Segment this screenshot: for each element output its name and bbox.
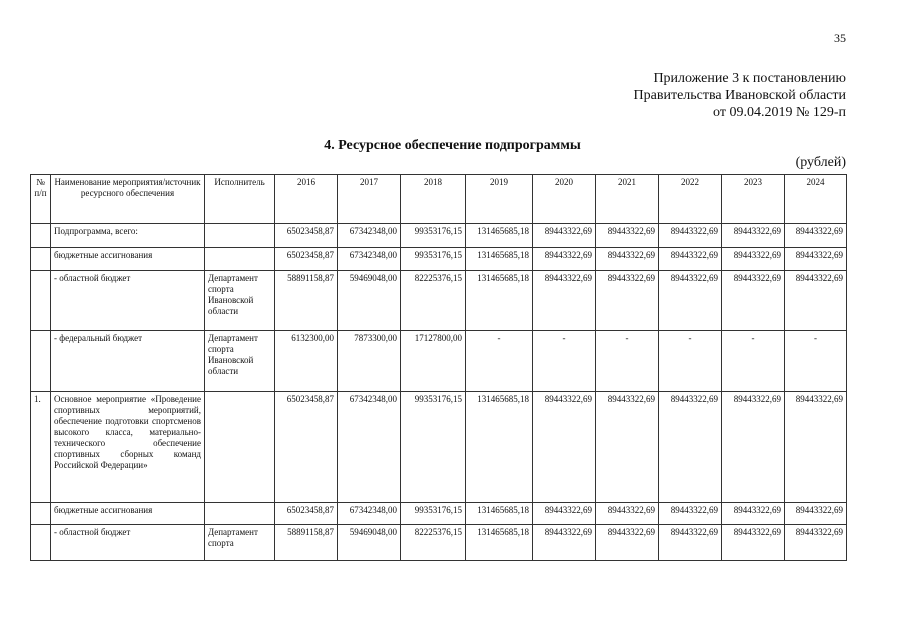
row-value: 89443322,69	[596, 224, 659, 248]
appendix-line-2: Правительства Ивановской области	[633, 88, 846, 103]
row-executor	[205, 248, 275, 271]
row-value: 59469048,00	[338, 271, 401, 331]
row-value: 58891158,87	[275, 271, 338, 331]
row-value: 89443322,69	[785, 271, 847, 331]
row-value: 131465685,18	[466, 525, 533, 561]
row-value: 67342348,00	[338, 224, 401, 248]
row-value: 17127800,00	[401, 331, 466, 392]
table-row	[31, 392, 847, 503]
row-executor: Департамент спорта	[205, 525, 275, 561]
row-executor	[205, 224, 275, 248]
appendix-line-1: Приложение 3 к постановлению	[653, 71, 846, 86]
row-value: 131465685,18	[466, 503, 533, 525]
row-executor	[205, 392, 275, 503]
row-name: Основное мероприятие «Проведение спортивных мероприятий, обеспечение подготовки спортсменов высокого класса, материально-технического обеспечение спортивных сборных команд Российской Федерации»	[51, 392, 205, 503]
row-no	[31, 248, 51, 271]
header-year: 2019	[466, 175, 533, 224]
row-value: 65023458,87	[275, 392, 338, 503]
row-value: 99353176,15	[401, 224, 466, 248]
row-value: 67342348,00	[338, 248, 401, 271]
row-value: 89443322,69	[785, 503, 847, 525]
row-no	[31, 271, 51, 331]
header-year: 2022	[659, 175, 722, 224]
header-no: № п/п	[31, 175, 51, 224]
row-value: 89443322,69	[596, 271, 659, 331]
header-year: 2018	[401, 175, 466, 224]
row-value: 89443322,69	[659, 248, 722, 271]
row-value: 89443322,69	[785, 525, 847, 561]
row-value: 65023458,87	[275, 248, 338, 271]
row-no	[31, 224, 51, 248]
row-value: 89443322,69	[785, 392, 847, 503]
row-value: -	[533, 331, 596, 392]
row-executor: Департамент спорта Ивановской области	[205, 331, 275, 392]
table-row	[31, 331, 847, 392]
row-value: 89443322,69	[596, 248, 659, 271]
row-value: 99353176,15	[401, 392, 466, 503]
row-value: 89443322,69	[722, 525, 785, 561]
row-value: 131465685,18	[466, 248, 533, 271]
row-value: 89443322,69	[659, 224, 722, 248]
unit-label: (рублей)	[795, 155, 846, 170]
row-value: 99353176,15	[401, 503, 466, 525]
row-no	[31, 331, 51, 392]
row-value: 89443322,69	[596, 525, 659, 561]
table-row	[31, 271, 847, 331]
row-value: 89443322,69	[722, 392, 785, 503]
row-value: 89443322,69	[722, 224, 785, 248]
row-value: 89443322,69	[722, 248, 785, 271]
row-value: -	[659, 331, 722, 392]
row-value: 59469048,00	[338, 525, 401, 561]
header-year: 2021	[596, 175, 659, 224]
row-value: 82225376,15	[401, 271, 466, 331]
row-executor	[205, 503, 275, 525]
row-name: бюджетные ассигнования	[51, 503, 205, 525]
row-name: - федеральный бюджет	[51, 331, 205, 392]
row-value: 89443322,69	[533, 525, 596, 561]
header-year: 2017	[338, 175, 401, 224]
row-value: 89443322,69	[596, 503, 659, 525]
row-name: - областной бюджет	[51, 525, 205, 561]
row-value: 65023458,87	[275, 224, 338, 248]
row-executor: Департамент спорта Ивановской области	[205, 271, 275, 331]
row-value: 89443322,69	[533, 224, 596, 248]
row-value: 89443322,69	[785, 248, 847, 271]
row-value: 131465685,18	[466, 224, 533, 248]
table-header-row	[31, 175, 847, 224]
row-value: 89443322,69	[722, 271, 785, 331]
header-year: 2020	[533, 175, 596, 224]
row-name: - областной бюджет	[51, 271, 205, 331]
row-value: 65023458,87	[275, 503, 338, 525]
row-value: 67342348,00	[338, 503, 401, 525]
row-no: 1.	[31, 392, 51, 503]
header-year: 2016	[275, 175, 338, 224]
row-value: 89443322,69	[785, 224, 847, 248]
document-title: 4. Ресурсное обеспечение подпрограммы	[324, 138, 581, 153]
appendix-block	[634, 70, 846, 121]
row-value: 89443322,69	[533, 271, 596, 331]
row-value: 89443322,69	[659, 271, 722, 331]
row-value: 131465685,18	[466, 271, 533, 331]
row-value: -	[466, 331, 533, 392]
row-value: 89443322,69	[659, 392, 722, 503]
header-name: Наименование мероприятия/источник ресурсного обеспечения	[51, 175, 205, 224]
table-row	[31, 503, 847, 525]
row-no	[31, 503, 51, 525]
row-value: -	[785, 331, 847, 392]
row-value: 89443322,69	[659, 525, 722, 561]
row-value: -	[596, 331, 659, 392]
row-value: 82225376,15	[401, 525, 466, 561]
row-value: 89443322,69	[533, 248, 596, 271]
table-row	[31, 525, 847, 561]
header-executor: Исполнитель	[205, 175, 275, 224]
row-value: -	[722, 331, 785, 392]
row-name: Подпрограмма, всего:	[51, 224, 205, 248]
row-value: 89443322,69	[659, 503, 722, 525]
row-no	[31, 525, 51, 561]
row-value: 89443322,69	[596, 392, 659, 503]
row-value: 89443322,69	[722, 503, 785, 525]
header-year: 2023	[722, 175, 785, 224]
row-value: 99353176,15	[401, 248, 466, 271]
row-value: 7873300,00	[338, 331, 401, 392]
row-value: 67342348,00	[338, 392, 401, 503]
row-value: 89443322,69	[533, 503, 596, 525]
row-value: 89443322,69	[533, 392, 596, 503]
table-row	[31, 248, 847, 271]
resource-table	[30, 174, 847, 561]
header-year: 2024	[785, 175, 847, 224]
table-row	[31, 224, 847, 248]
row-value: 131465685,18	[466, 392, 533, 503]
page-number: 35	[834, 31, 846, 45]
row-value: 58891158,87	[275, 525, 338, 561]
appendix-line-3: от 09.04.2019 № 129-п	[713, 105, 846, 120]
row-name: бюджетные ассигнования	[51, 248, 205, 271]
row-value: 6132300,00	[275, 331, 338, 392]
